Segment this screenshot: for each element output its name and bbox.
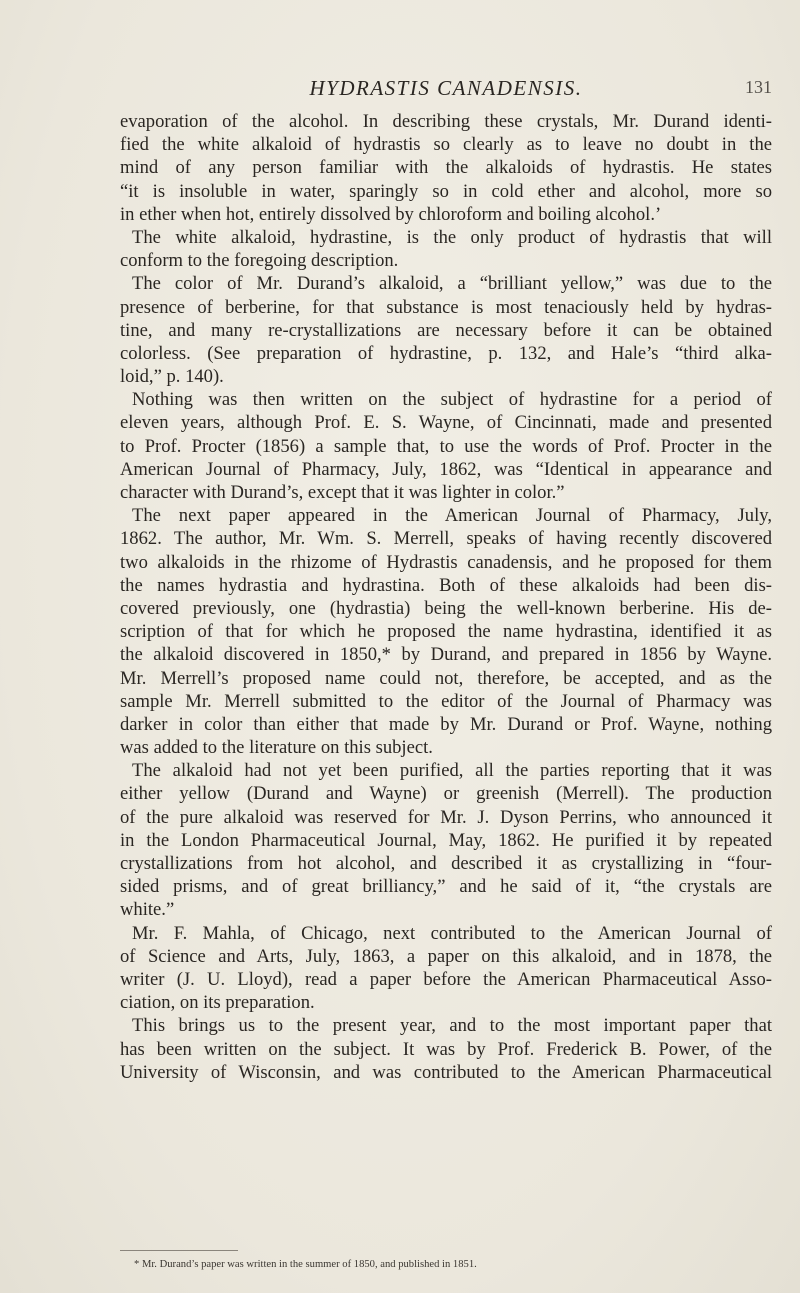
running-head [120,76,772,106]
text-line: white.” [120,899,175,921]
text-line: crystallizations from hot alcohol, and described it as crystallizing in “four- [120,853,772,874]
text-line: ciation, on its preparation. [120,992,315,1014]
text-line: eleven years, although Prof. E. S. Wayne, of Cincinnati, made and presented [120,412,772,434]
text-line: The next paper appeared in the American Journal of Pharmacy, July, [132,505,772,527]
text-line: colorless. (See preparation of hydrastine, p. 132, and Hale’s “third alka- [120,342,772,364]
text-line: darker in color than either that made by Mr. Durand or Prof. Wayne, nothing [120,713,772,735]
text-line: scription of that for which he proposed the name hydrastina, identified it as [120,621,772,643]
text-line: in the London Pharmaceutical Journal, May, 1862. He purified it by repeated [120,829,772,851]
text-line: The alkaloid had not yet been purified, all the parties reporting that it was [132,760,772,782]
text-line: fied the white alkaloid of hydrastis so clearly as to leave no doubt in the [120,134,772,156]
text-line: sample Mr. Merrell submitted to the editor of the Journal of Pharmacy was [120,690,772,712]
text-line: Mr. F. Mahla, of Chicago, next contributed to the American Journal of [132,922,772,944]
text-line: loid,” p. 140). [120,366,224,388]
text-line: conform to the foregoing description. [120,250,399,272]
text-line: American Journal of Pharmacy, July, 1862, was “Identical in appearance and [120,458,772,480]
text-line: was added to the literature on this subject. [120,737,433,759]
text-line: to Prof. Procter (1856) a sample that, to use the words of Prof. Procter in the [120,435,772,457]
text-line: “it is insoluble in water, sparingly so in cold ether and alcohol, more so [120,180,772,202]
text-line: the names hydrastia and hydrastina. Both of these alkaloids had been dis- [120,574,772,596]
body-text [120,110,772,1084]
text-line: mind of any person familiar with the alkaloids of hydrastis. He states [120,157,772,179]
text-line: the alkaloid discovered in 1850,* by Durand, and prepared in 1856 by Wayne. [120,644,772,666]
text-line: The color of Mr. Durand’s alkaloid, a “brilliant yellow,” was due to the [132,273,772,295]
text-line: of Science and Arts, July, 1863, a paper on this alkaloid, and in 1878, the [120,945,772,967]
text-line: Mr. Merrell’s proposed name could not, therefore, be accepted, and as the [120,667,772,689]
text-line: evaporation of the alcohol. In describing these crystals, Mr. Durand identi- [120,111,772,132]
text-line: writer (J. U. Lloyd), read a paper before the American Pharmaceutical Asso- [120,968,772,990]
text-line: Nothing was then written on the subject of hydrastine for a period of [132,389,772,411]
footnote: * Mr. Durand’s paper was written in the summer of 1850, and published in 1851. [134,1259,477,1270]
running-title: HYDRASTIS CANADENSIS. [309,76,583,100]
text-line: University of Wisconsin, and was contributed to the American Pharmaceutical [120,1061,772,1083]
text-line: presence of berberine, for that substance is most tenaciously held by hydras- [120,296,772,318]
text-line: This brings us to the present year, and to the most important paper that [132,1015,772,1037]
text-line: 1862. The author, Mr. Wm. S. Merrell, speaks of having recently discovered [120,528,772,550]
text-line: The white alkaloid, hydrastine, is the only product of hydrastis that will [132,226,772,248]
text-line: has been written on the subject. It was by Prof. Frederick B. Power, of the [120,1038,772,1060]
text-line: sided prisms, and of great brilliancy,” and he said of it, “the crystals are [120,876,772,898]
text-line: in ether when hot, entirely dissolved by chloroform and boiling alcohol.’ [120,203,662,225]
text-line: character with Durand’s, except that it was lighter in color.” [120,482,565,503]
text-line: two alkaloids in the rhizome of Hydrastis canadensis, and he proposed for them [120,551,772,573]
text-line: tine, and many re-crystallizations are necessary before it can be obtained [120,319,772,341]
text-line: covered previously, one (hydrastia) being the well-known berberine. His de- [120,597,772,619]
footnote-rule [120,1250,238,1251]
text-line: either yellow (Durand and Wayne) or greenish (Merrell). The production [120,783,772,805]
page-number: 131 [745,77,772,97]
text-line: of the pure alkaloid was reserved for Mr. J. Dyson Perrins, who announced it [120,806,772,828]
